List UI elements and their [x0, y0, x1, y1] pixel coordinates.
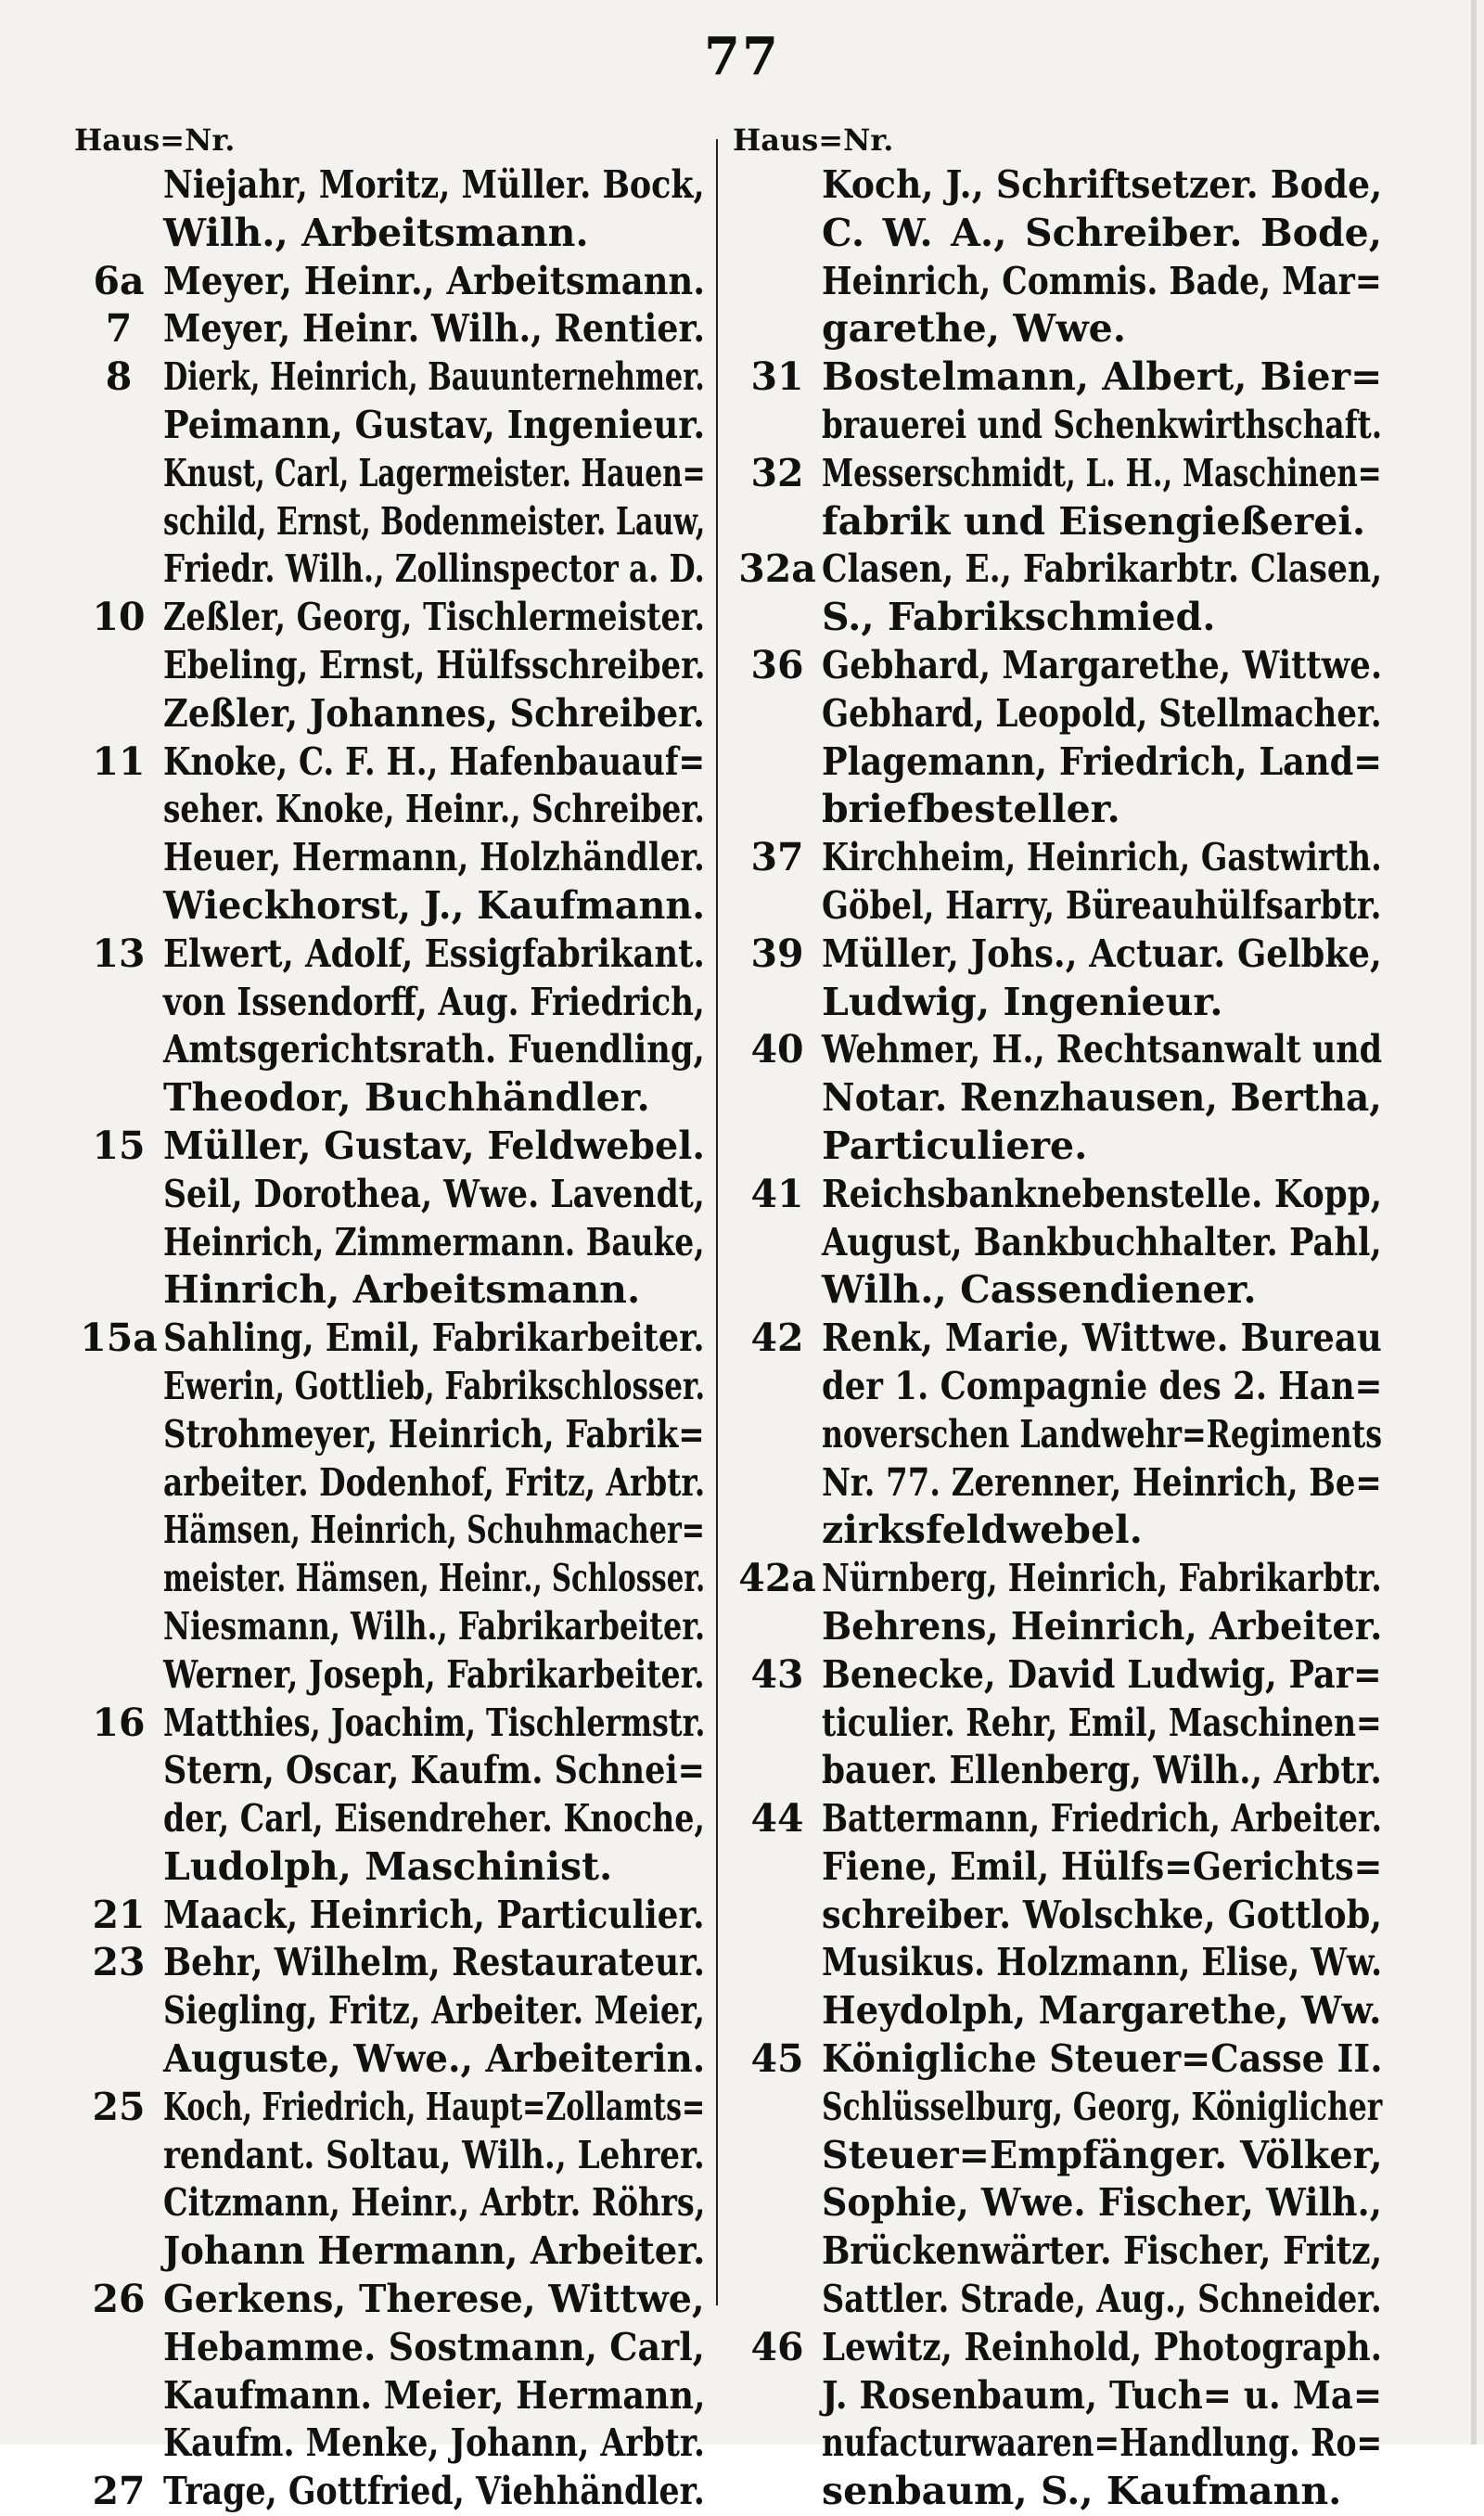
directory-entry	[74, 931, 705, 1123]
entry-line: Battermann, Friedrich, Arbeiter.	[822, 1796, 1382, 1842]
house-number: 26	[92, 2277, 146, 2322]
entry-text	[163, 1939, 705, 2083]
directory-entry	[733, 1555, 1382, 1651]
directory-entry	[74, 1700, 705, 1892]
entry-line: Matthies, Joachim, Tischlermstr.	[163, 1700, 706, 1745]
entry-text	[822, 1651, 1382, 1795]
entry-line: Renk, Marie, Wittwe. Bureau	[822, 1316, 1382, 1361]
entry-line: Behrens, Heinrich, Arbeiter.	[822, 1603, 1383, 1649]
house-number: 42a	[738, 1556, 816, 1601]
entry-line: arbeiter. Dodenhof, Fritz, Arbtr.	[163, 1459, 706, 1505]
entry-line: Johann Hermann, Arbeiter.	[163, 2228, 706, 2274]
entry-text	[163, 2276, 705, 2468]
directory-entry	[74, 1892, 705, 1940]
directory-entry	[74, 2468, 705, 2516]
entry-line: Nürnberg, Heinrich, Fabrikarbtr.	[822, 1556, 1382, 1601]
entry-line: Clasen, E., Fabrikarbtr. Clasen,	[822, 546, 1383, 592]
entry-line: Particuliere.	[822, 1123, 1088, 1168]
directory-entry	[733, 1795, 1382, 2035]
entry-line: Königliche Steuer=Casse II.	[822, 2036, 1383, 2082]
entry-text	[163, 594, 705, 738]
entry-line: Ludwig, Ingenieur.	[822, 979, 1223, 1024]
entry-text	[822, 161, 1382, 353]
entry-text	[822, 2035, 1382, 2324]
house-number: 10	[92, 595, 146, 640]
entry-text	[163, 2084, 705, 2276]
entry-line: Koch, J., Schriftsetzer. Bode,	[822, 162, 1383, 207]
directory-entry	[733, 546, 1382, 642]
entry-text	[163, 353, 705, 594]
entry-text	[822, 450, 1382, 546]
entry-line: Koch, Friedrich, Haupt=Zollamts=	[163, 2084, 706, 2129]
entry-line: bauer. Ellenberg, Wilh., Arbtr.	[822, 1748, 1382, 1793]
entry-line: Niesmann, Wilh., Fabrikarbeiter.	[163, 1603, 706, 1649]
entry-line: Göbel, Harry, Büreauhülfsarbtr.	[822, 882, 1382, 928]
entry-line: Sophie, Wwe. Fischer, Wilh.,	[822, 2180, 1382, 2226]
house-number: 40	[750, 1027, 804, 1072]
entry-text	[163, 738, 705, 931]
entry-line: Zeßler, Johannes, Schreiber.	[163, 690, 705, 736]
entry-line: der, Carl, Eisendreher. Knoche,	[163, 1796, 705, 1842]
page-number: 77	[704, 26, 780, 87]
entry-line: Wilh., Arbeitsmann.	[163, 210, 589, 255]
house-number: 46	[750, 2324, 804, 2369]
entry-text	[163, 931, 705, 1123]
entry-line: Meyer, Heinr., Arbeitsmann.	[163, 258, 706, 303]
entry-line: S., Fabrikschmied.	[822, 595, 1216, 640]
entry-line: Reichsbanknebenstelle. Kopp,	[822, 1171, 1383, 1216]
entry-line: Plagemann, Friedrich, Land=	[822, 738, 1383, 784]
entry-line: Heinrich, Commis. Bade, Mar=	[822, 258, 1382, 303]
directory-entry	[74, 2084, 705, 2276]
house-number: 32a	[738, 546, 816, 592]
directory-entry	[74, 738, 705, 931]
directory-entry	[74, 1315, 705, 1699]
house-number: 39	[750, 931, 804, 976]
entry-text	[822, 2324, 1382, 2516]
house-number: 44	[750, 1796, 804, 1842]
entry-line: zirksfeldwebel.	[822, 1508, 1143, 1553]
entry-text	[163, 1123, 705, 1315]
entry-line: noverschen Landwehr=Regiments	[822, 1411, 1383, 1457]
entry-text	[163, 1315, 705, 1699]
house-number: 31	[750, 354, 804, 400]
entry-text	[163, 161, 705, 258]
entry-line: Dierk, Heinrich, Bauunternehmer.	[163, 354, 705, 400]
entry-text	[163, 305, 705, 353]
entry-text	[822, 353, 1382, 450]
entry-line: Amtsgerichtsrath. Fuendling,	[163, 1027, 705, 1072]
entry-line: Messerschmidt, L. H., Maschinen=	[822, 450, 1382, 495]
entry-line: garethe, Wwe.	[822, 306, 1126, 352]
entry-line: Werner, Joseph, Fabrikarbeiter.	[163, 1651, 705, 1697]
entry-line: Peimann, Gustav, Ingenieur.	[163, 402, 706, 447]
directory-entry	[74, 305, 705, 353]
house-number: 42	[750, 1316, 804, 1361]
house-number: 11	[92, 738, 146, 784]
entry-text	[822, 1555, 1382, 1651]
directory-entry	[74, 2276, 705, 2468]
house-number: 16	[92, 1700, 146, 1745]
entry-text	[163, 1700, 705, 1892]
directory-entry	[733, 1026, 1382, 1170]
directory-entry	[74, 258, 705, 306]
entry-line: Auguste, Wwe., Arbeiterin.	[163, 2036, 706, 2082]
entry-line: Ewerin, Gottlieb, Fabrikschlosser.	[163, 1363, 706, 1408]
house-number: 43	[750, 1651, 804, 1697]
column-divider	[716, 139, 718, 2305]
entry-line: Kaufmann. Meier, Hermann,	[163, 2372, 706, 2418]
entry-text	[163, 258, 705, 306]
house-number: 36	[750, 642, 804, 687]
entry-line: Heinrich, Zimmermann. Bauke,	[163, 1219, 705, 1264]
entry-line: Hebamme. Sostmann, Carl,	[163, 2324, 705, 2369]
house-number: 15	[92, 1123, 146, 1168]
entry-line: Hämsen, Heinrich, Schuhmacher=	[163, 1508, 705, 1553]
directory-entry	[74, 1939, 705, 2083]
entry-line: Seil, Dorothea, Wwe. Lavendt,	[163, 1171, 705, 1216]
entry-line: Kaufm. Menke, Johann, Arbtr.	[163, 2420, 706, 2466]
entry-text	[822, 546, 1382, 642]
entry-line: Behr, Wilhelm, Restaurateur.	[163, 1940, 706, 1985]
house-number: 6a	[93, 258, 145, 303]
column-header: Haus=Nr.	[733, 122, 894, 158]
entry-line: Benecke, David Ludwig, Par=	[822, 1651, 1382, 1697]
entry-line: Steuer=Empfänger. Völker,	[822, 2132, 1383, 2177]
entry-line: schild, Ernst, Bodenmeister. Lauw,	[163, 498, 706, 544]
entry-text	[163, 1892, 705, 1940]
entry-line: Wilh., Cassendiener.	[822, 1267, 1257, 1313]
entry-line: Bostelmann, Albert, Bier=	[822, 354, 1383, 400]
entry-line: Knoke, C. F. H., Hafenbauauf=	[163, 738, 706, 784]
entry-line: J. Rosenbaum, Tuch= u. Ma=	[822, 2372, 1383, 2418]
directory-entry	[733, 2324, 1382, 2516]
entry-line: Lewitz, Reinhold, Photograph.	[822, 2324, 1383, 2369]
entry-line: seher. Knoke, Heinr., Schreiber.	[163, 787, 705, 832]
entry-line: von Issendorff, Aug. Friedrich,	[163, 979, 705, 1024]
entry-text	[822, 1315, 1382, 1555]
entry-line: Sahling, Emil, Fabrikarbeiter.	[163, 1316, 705, 1361]
house-number	[74, 161, 163, 258]
house-number: 23	[92, 1940, 146, 1985]
entry-text	[163, 2468, 705, 2516]
entry-line: Niejahr, Moritz, Müller. Bock,	[163, 162, 705, 207]
entry-line: briefbesteller.	[822, 787, 1120, 832]
entry-line: Schlüsselburg, Georg, Königlicher	[822, 2084, 1383, 2129]
directory-entry	[74, 161, 705, 258]
house-number: 15a	[80, 1316, 158, 1361]
left-column	[74, 119, 705, 2516]
entry-line: ticulier. Rehr, Emil, Maschinen=	[822, 1700, 1382, 1745]
directory-entry	[733, 161, 1382, 353]
house-number: 25	[92, 2084, 146, 2129]
entry-line: Müller, Gustav, Feldwebel.	[163, 1123, 706, 1168]
entry-line: brauerei und Schenkwirthschaft.	[822, 402, 1383, 447]
entry-line: meister. Hämsen, Heinr., Schlosser.	[163, 1556, 706, 1601]
entry-line: Fiene, Emil, Hülfs=Gerichts=	[822, 1843, 1383, 1889]
house-number	[733, 161, 822, 353]
page-edge	[1471, 0, 1477, 2445]
directory-entry	[733, 1651, 1382, 1795]
left-entries	[74, 161, 705, 2516]
house-number: 45	[750, 2036, 804, 2082]
entry-line: Sattler. Strade, Aug., Schneider.	[822, 2277, 1382, 2322]
entry-text	[822, 642, 1382, 834]
entry-text	[822, 834, 1382, 931]
entry-line: Musikus. Holzmann, Elise, Ww.	[822, 1940, 1383, 1985]
entry-line: Heydolph, Margarethe, Ww.	[822, 1988, 1382, 2034]
entry-line: Hinrich, Arbeitsmann.	[163, 1267, 641, 1313]
entry-line: Strohmeyer, Heinrich, Fabrik=	[163, 1411, 705, 1457]
entry-text	[822, 1026, 1382, 1170]
right-entries	[733, 161, 1382, 2516]
entry-line: Stern, Oscar, Kaufm. Schnei=	[163, 1748, 706, 1793]
entry-line: Gebhard, Leopold, Stellmacher.	[822, 690, 1382, 736]
entry-text	[822, 1795, 1382, 2035]
house-number: 37	[750, 835, 804, 880]
entry-line: Nr. 77. Zerenner, Heinrich, Be=	[822, 1459, 1382, 1505]
entry-line: Knust, Carl, Lagermeister. Hauen=	[163, 450, 706, 495]
entry-line: Maack, Heinrich, Particulier.	[163, 1892, 705, 1937]
house-number: 27	[92, 2469, 146, 2514]
entry-line: Heuer, Hermann, Holzhändler.	[163, 835, 705, 880]
entry-line: schreiber. Wolschke, Gottlob,	[822, 1892, 1383, 1937]
entry-line: August, Bankbuchhalter. Pahl,	[822, 1219, 1382, 1264]
entry-line: senbaum, S., Kaufmann.	[822, 2469, 1342, 2514]
entry-line: Elwert, Adolf, Essigfabrikant.	[163, 931, 705, 976]
entry-line: Siegling, Fritz, Arbeiter. Meier,	[163, 1988, 705, 2034]
entry-line: Kirchheim, Heinrich, Gastwirth.	[822, 835, 1382, 880]
directory-entry	[733, 834, 1382, 931]
house-number: 21	[92, 1892, 146, 1937]
directory-entry	[733, 1171, 1382, 1315]
directory-entry	[733, 450, 1382, 546]
entry-line: rendant. Soltau, Wilh., Lehrer.	[163, 2132, 705, 2177]
directory-entry	[733, 642, 1382, 834]
entry-line: der 1. Compagnie des 2. Han=	[822, 1363, 1383, 1408]
entry-text	[822, 1171, 1382, 1315]
entry-line: fabrik und Eisengießerei.	[822, 498, 1366, 544]
house-number: 8	[105, 354, 133, 400]
entry-line: Citzmann, Heinr., Arbtr. Röhrs,	[163, 2180, 706, 2226]
entry-line: Trage, Gottfried, Viehhändler.	[163, 2469, 705, 2514]
entry-line: Wieckhorst, J., Kaufmann.	[163, 882, 706, 928]
entry-line: Ebeling, Ernst, Hülfsschreiber.	[163, 642, 706, 687]
house-number: 7	[105, 306, 133, 352]
entry-line: Brückenwärter. Fischer, Fritz,	[822, 2228, 1383, 2274]
directory-entry	[733, 1315, 1382, 1555]
entry-line: Notar. Renzhausen, Bertha,	[822, 1075, 1382, 1121]
entry-line: Wehmer, H., Rechtsanwalt und	[822, 1027, 1383, 1072]
house-number: 13	[92, 931, 146, 976]
directory-entry	[733, 2035, 1382, 2324]
directory-entry	[733, 353, 1382, 450]
right-column	[733, 119, 1382, 2516]
column-header: Haus=Nr.	[74, 122, 236, 158]
entry-line: Theodor, Buchhändler.	[163, 1075, 650, 1121]
entry-line: Meyer, Heinr. Wilh., Rentier.	[163, 306, 706, 352]
entry-line: Ludolph, Maschinist.	[163, 1843, 613, 1889]
entry-line: Müller, Johs., Actuar. Gelbke,	[822, 931, 1382, 976]
entry-line: Friedr. Wilh., Zollinspector a. D.	[163, 546, 705, 592]
directory-entry	[74, 353, 705, 594]
entry-line: Gerkens, Therese, Wittwe,	[163, 2277, 705, 2322]
entry-line: Zeßler, Georg, Tischlermeister.	[163, 595, 706, 640]
house-number: 41	[750, 1171, 804, 1216]
entry-line: C. W. A., Schreiber. Bode,	[822, 210, 1382, 255]
entry-line: Gebhard, Margarethe, Wittwe.	[822, 642, 1383, 687]
directory-entry	[733, 931, 1382, 1027]
entry-line: nufacturwaaren=Handlung. Ro=	[822, 2420, 1383, 2466]
directory-entry	[74, 1123, 705, 1315]
entry-text	[822, 931, 1382, 1027]
house-number: 32	[750, 450, 804, 495]
directory-entry	[74, 594, 705, 738]
